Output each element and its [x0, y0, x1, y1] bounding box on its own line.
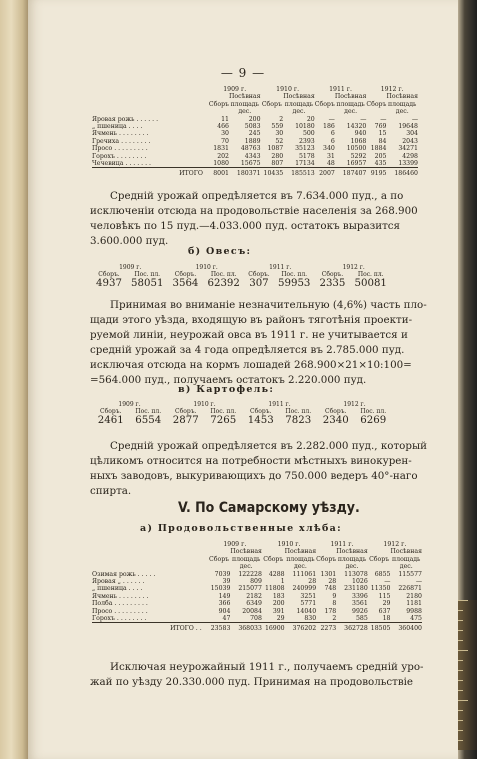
- cell-value: 2: [279, 115, 284, 123]
- potato-table: [92, 401, 392, 426]
- section-heading-potato: в) Картофель:: [178, 384, 275, 395]
- column-header: Посѣвная площадь дес.: [386, 93, 418, 116]
- row-label: Озимая рожь . . . . .: [92, 570, 156, 578]
- year-header: 1911 г.: [268, 401, 291, 408]
- cell-value: 111061: [292, 570, 317, 578]
- cell-value: 231180: [344, 585, 368, 593]
- column-header: Пос. пл.: [285, 408, 312, 415]
- ruler-tick: [458, 690, 463, 691]
- cell-value: 30: [275, 130, 284, 138]
- book-page: [28, 0, 458, 759]
- ruler-tick: [458, 630, 463, 631]
- row-label: „ пшеница . . . .: [92, 123, 143, 131]
- cell-value: 149: [218, 592, 231, 600]
- column-header: Сборъ: [261, 100, 282, 108]
- text-line: Принимая во вниманіе незначительную (4,6%) часть пло-: [110, 299, 427, 311]
- cell-value: 58051: [131, 278, 164, 289]
- cell-value: 809: [250, 578, 262, 586]
- column-header: Сборъ: [314, 100, 335, 108]
- cell-value: 500: [302, 130, 315, 138]
- table-row: [92, 130, 418, 137]
- text-line: руемой линіи, неурожай овса въ 1911 г. не учитывается и: [90, 329, 408, 341]
- cell-value: 31: [326, 152, 335, 160]
- total-value: 368033: [230, 623, 262, 633]
- year-header: 1912 г.: [380, 86, 404, 93]
- row-label: Горохъ . . . . . . . .: [92, 152, 147, 160]
- text-line: Исключая неурожайный 1911 г., получаемъ средній уро-: [110, 661, 424, 673]
- row-label: Ячмень . . . . . . . .: [92, 592, 149, 600]
- blank-cell: [92, 541, 208, 548]
- total-label: ИТОГО . .: [92, 623, 208, 633]
- column-header: Сборъ.: [174, 271, 197, 278]
- cell-value: 6349: [246, 600, 262, 608]
- text-line: 3.600.000 пуд.: [90, 235, 169, 247]
- cell-value: 2: [332, 615, 337, 623]
- cell-value: 2393: [299, 137, 315, 145]
- table-row: [92, 578, 422, 585]
- cell-value: 5771: [300, 600, 317, 608]
- year-header: 1909 г.: [223, 541, 247, 548]
- cell-value: 3251: [300, 592, 317, 600]
- total-value: 362728: [336, 623, 368, 633]
- row-label: Просо . . . . . . . . .: [92, 607, 148, 615]
- blank-cell: [92, 548, 208, 570]
- column-header: Пос. пл.: [135, 408, 162, 415]
- cell-value: 11350: [370, 585, 391, 593]
- table-row: [92, 160, 418, 168]
- text-line: спирта.: [90, 485, 132, 497]
- cell-value: 340: [323, 145, 335, 153]
- table-row: [92, 585, 422, 592]
- cell-value: 20: [306, 115, 315, 123]
- cell-value: 20084: [242, 607, 262, 615]
- cell-value: 14040: [296, 607, 317, 615]
- grain-table-1: [92, 86, 418, 178]
- text-line: средній урожай за 4 года опредѣляется въ 2.785.000 пуд.: [90, 344, 405, 356]
- column-header: Сборъ: [366, 100, 387, 108]
- year-header: 1909 г.: [223, 86, 247, 93]
- cell-value: 48: [326, 160, 335, 168]
- paragraph-2: [90, 298, 427, 388]
- row-label: Просо . . . . . . . . .: [92, 145, 148, 153]
- column-header: Сборъ.: [248, 271, 270, 278]
- cell-value: 830: [304, 615, 317, 623]
- cell-value: 9926: [352, 607, 368, 615]
- cell-value: 1087: [267, 145, 284, 153]
- cell-value: 435: [374, 160, 387, 168]
- year-header: 1909 г.: [118, 401, 141, 408]
- cell-value: 30: [221, 130, 229, 138]
- blank-cell: [92, 93, 209, 115]
- cell-value: 6: [330, 130, 335, 138]
- cell-value: 47: [222, 615, 231, 623]
- row-label: Гречиха . . . . . . . .: [92, 137, 151, 145]
- cell-value: 28: [308, 578, 317, 586]
- cell-value: 637: [378, 607, 391, 615]
- cell-value: 748: [324, 585, 337, 593]
- cell-value: 115577: [398, 570, 422, 578]
- ruler-tick: [458, 600, 468, 601]
- cell-value: 183: [272, 592, 285, 600]
- section-heading-oats: б) Овесъ:: [188, 246, 252, 257]
- cell-value: 1181: [406, 600, 422, 608]
- cell-value: 2461: [97, 415, 124, 426]
- text-line: ныхъ заводовъ, выкуривающихъ до 750.000 ведеръ 40°-наго: [90, 470, 418, 482]
- table-row: [92, 138, 418, 145]
- total-label: ИТОГО: [92, 168, 209, 178]
- ruler-tick: [458, 620, 463, 621]
- cell-value: 1026: [352, 578, 368, 586]
- cell-value: 585: [355, 615, 368, 623]
- cell-value: 4343: [244, 152, 261, 160]
- column-header: Посѣвная площадь дес.: [284, 548, 317, 571]
- paragraph-3: [90, 439, 428, 499]
- text-line: жай по уѣзду 20.330.000 пуд. Принимая на продовольствіе: [90, 676, 414, 688]
- cell-value: 34271: [398, 145, 418, 153]
- column-header: Сборъ.: [100, 408, 122, 415]
- cell-value: 6554: [135, 415, 162, 426]
- cell-value: 366: [218, 600, 231, 608]
- column-header: Пос. пл.: [360, 408, 387, 415]
- cell-value: 200: [272, 600, 285, 608]
- row-label: Яровая рожь . . . . . .: [92, 115, 159, 123]
- cell-value: 2340: [322, 415, 349, 426]
- year-header: 1912 г.: [383, 541, 407, 548]
- column-header: Посѣвная площадь дес.: [336, 548, 368, 571]
- cell-value: 940: [354, 130, 367, 138]
- paragraph-1: [90, 189, 420, 249]
- cell-value: —: [360, 115, 367, 123]
- cell-value: 708: [250, 615, 262, 623]
- cell-value: 19648: [398, 123, 418, 131]
- cell-value: 1884: [370, 145, 387, 153]
- cell-value: 2877: [172, 415, 199, 426]
- cell-value: 84: [378, 137, 387, 145]
- cell-value: 215077: [238, 585, 262, 593]
- cell-value: 39: [222, 578, 231, 586]
- text-line: исключеніи отсюда на продовольствіе населенія за 268.900: [90, 205, 418, 217]
- text-line: Средній урожай опредѣляется въ 2.282.000 пуд., который: [110, 440, 428, 452]
- row-label: Ячмень . . . . . . . .: [92, 130, 149, 138]
- ruler-tick: [458, 610, 463, 611]
- total-row: [92, 623, 422, 633]
- total-value: 187407: [335, 168, 367, 178]
- cell-value: 115: [378, 592, 391, 600]
- column-header: Посѣвная площадь дес.: [230, 548, 262, 571]
- cell-value: 48763: [240, 145, 261, 153]
- total-value: 16900: [262, 623, 285, 633]
- page-number: — 9 —: [220, 66, 266, 80]
- cell-value: 1831: [213, 145, 229, 153]
- cell-value: 178: [324, 607, 337, 615]
- row-label: Яровая „ . . . . . .: [92, 578, 145, 586]
- text-line: щади этого уѣзда, входящую въ районъ тяготѣнія проекти-: [90, 314, 413, 326]
- cell-value: 205: [374, 152, 387, 160]
- row-label: Чечевица . . . . . . .: [92, 160, 152, 168]
- year-header: 1912 г.: [342, 264, 365, 271]
- year-header: 1909 г.: [119, 264, 142, 271]
- cell-value: 1889: [244, 137, 261, 145]
- column-header: Посѣвная площадь дес.: [334, 93, 367, 116]
- cell-value: 11: [221, 115, 229, 123]
- cell-value: 52: [275, 137, 284, 145]
- cell-value: 6: [330, 137, 335, 145]
- cell-value: 769: [374, 123, 387, 131]
- column-header: Сборъ: [263, 555, 284, 563]
- text-line: человѣкъ по 15 пуд.—4.033.000 пуд. остатокъ выразится: [90, 220, 401, 232]
- cell-value: 2182: [246, 592, 262, 600]
- year-header: 1911 г.: [329, 86, 353, 93]
- cell-value: 245: [248, 130, 261, 138]
- cell-value: 1080: [213, 160, 229, 168]
- cell-value: 904: [218, 607, 231, 615]
- cell-value: 202: [217, 152, 229, 160]
- column-header: Посѣвная площадь дес.: [283, 93, 315, 116]
- cell-value: 16957: [346, 160, 367, 168]
- column-header: Сборъ.: [250, 408, 272, 415]
- column-header: Пос. пл.: [210, 271, 237, 278]
- total-value: 2273: [316, 623, 336, 633]
- grain-table-2: [92, 541, 422, 633]
- table-row: [92, 145, 418, 152]
- column-header: Посѣвная площадь дес.: [229, 93, 261, 116]
- column-header: Сборъ.: [325, 408, 347, 415]
- cell-value: —: [380, 115, 387, 123]
- cell-value: 15675: [240, 160, 261, 168]
- cell-value: 15: [378, 130, 387, 138]
- row-label: Полба . . . . . . . . .: [92, 600, 148, 608]
- table-row: [92, 571, 422, 578]
- row-label: „ пшеница . . . .: [92, 585, 143, 593]
- cell-value: 307: [249, 278, 269, 289]
- ruler-tick: [458, 680, 463, 681]
- ruler-tick: [458, 700, 468, 701]
- ruler-tick: [458, 730, 463, 731]
- cell-value: 3396: [352, 592, 368, 600]
- cell-value: 29: [382, 600, 391, 608]
- cell-value: 6855: [374, 570, 391, 578]
- table-row: [92, 153, 418, 160]
- total-value: 185513: [283, 168, 315, 178]
- cell-value: —: [384, 578, 391, 586]
- cell-value: 3564: [172, 278, 199, 289]
- table-row: [92, 600, 422, 607]
- total-value: 10435: [261, 168, 284, 178]
- cell-value: 466: [217, 123, 229, 131]
- column-header: Сборъ: [209, 555, 230, 563]
- cell-value: 14320: [346, 123, 367, 131]
- oats-table: [92, 264, 392, 289]
- cell-value: 200: [248, 115, 261, 123]
- column-header: Сборъ.: [98, 271, 120, 278]
- cell-value: 9: [332, 592, 337, 600]
- cell-value: 6269: [360, 415, 387, 426]
- total-row: [92, 168, 418, 178]
- chapter-title: V. По Самарскому уѣзду.: [178, 500, 360, 516]
- cell-value: 4288: [268, 570, 285, 578]
- text-line: цѣликомъ относится на потребности мѣстныхъ винокурен-: [90, 455, 412, 467]
- cell-value: 2180: [406, 592, 422, 600]
- cell-value: 2335: [319, 278, 346, 289]
- year-header: 1911 г.: [269, 264, 292, 271]
- column-header: Пос. пл.: [357, 271, 384, 278]
- cell-value: 559: [271, 123, 284, 131]
- cell-value: 4937: [96, 278, 122, 289]
- ruler-tick: [458, 710, 463, 711]
- table-row: [92, 123, 418, 130]
- total-value: 18505: [368, 623, 391, 633]
- cell-value: 18: [382, 615, 391, 623]
- text-line: =564.000 пуд., получаемъ остатокъ 2.220.000 пуд.: [90, 374, 367, 386]
- cell-value: 1301: [320, 570, 337, 578]
- cell-value: 5083: [244, 123, 261, 131]
- column-header: Сборъ: [316, 555, 337, 563]
- cell-value: 280: [271, 152, 284, 160]
- column-header: Сборъ: [208, 100, 229, 108]
- ruler-tick: [458, 650, 468, 651]
- cell-value: 113078: [344, 570, 368, 578]
- year-header: 1911 г.: [330, 541, 354, 548]
- column-header: Сборъ.: [321, 271, 344, 278]
- blank-cell: [92, 86, 209, 93]
- cell-value: 9988: [406, 607, 422, 615]
- cell-value: 240999: [292, 585, 317, 593]
- cell-value: 1068: [350, 137, 367, 145]
- cell-value: 59953: [278, 278, 311, 289]
- column-header: Пос. пл.: [134, 271, 161, 278]
- row-label: Горохъ . . . . . . . .: [92, 615, 147, 623]
- cell-value: 7039: [214, 570, 231, 578]
- ruler-tick: [458, 670, 463, 671]
- total-value: 376202: [285, 623, 317, 633]
- cell-value: —: [328, 115, 335, 123]
- cell-value: 7823: [285, 415, 312, 426]
- cell-value: 122228: [238, 570, 262, 578]
- cell-value: 35123: [295, 145, 315, 153]
- cell-value: 3561: [352, 600, 368, 608]
- total-value: 186460: [386, 168, 418, 178]
- table-row: [92, 593, 422, 600]
- year-header: 1910 г.: [193, 401, 216, 408]
- total-value: 9195: [366, 168, 386, 178]
- table-row: [92, 608, 422, 615]
- total-value: 360400: [390, 623, 422, 633]
- cell-value: 807: [271, 160, 284, 168]
- cell-value: 17134: [295, 160, 315, 168]
- text-line: исключая отсюда на кормъ лошадей 268.900×21×10:100=: [90, 359, 412, 371]
- cell-value: 10500: [346, 145, 367, 153]
- ruler-tick: [458, 640, 463, 641]
- cell-value: 8: [332, 600, 337, 608]
- column-header: Посѣвная площадь дес.: [390, 548, 422, 571]
- cell-value: 13399: [398, 160, 418, 168]
- column-header: Сборъ.: [175, 408, 197, 415]
- total-value: 180371: [229, 168, 261, 178]
- year-header: 1912 г.: [343, 401, 366, 408]
- cell-value: 1453: [247, 415, 274, 426]
- year-header: 1910 г.: [276, 86, 300, 93]
- cell-value: 70: [221, 137, 229, 145]
- cell-value: 7265: [210, 415, 237, 426]
- cell-value: 11808: [264, 585, 285, 593]
- cell-value: 391: [272, 607, 285, 615]
- paragraph-4: [90, 660, 424, 690]
- cell-value: 50081: [354, 278, 387, 289]
- cell-value: 15039: [210, 585, 231, 593]
- cell-value: 475: [410, 615, 422, 623]
- table-row: [92, 116, 418, 123]
- cell-value: 4298: [402, 152, 418, 160]
- cell-value: 1: [280, 578, 285, 586]
- cell-value: 5292: [350, 152, 367, 160]
- ruler-tick: [458, 740, 463, 741]
- total-value: 8001: [209, 168, 229, 178]
- total-value: 2007: [315, 168, 335, 178]
- cell-value: 62392: [207, 278, 240, 289]
- column-header: Пос. пл.: [210, 408, 237, 415]
- year-header: 1910 г.: [195, 264, 218, 271]
- year-header: 1910 г.: [277, 541, 301, 548]
- cell-value: 29: [276, 615, 285, 623]
- measuring-ruler: [458, 600, 477, 750]
- column-header: Пос. пл.: [281, 271, 308, 278]
- cell-value: 2043: [402, 137, 418, 145]
- total-value: 23583: [208, 623, 231, 633]
- section-heading-grain: а) Продовольственные хлѣба:: [140, 523, 342, 534]
- cell-value: 28: [328, 578, 337, 586]
- cell-value: —: [411, 115, 418, 123]
- cell-value: 10180: [295, 123, 315, 131]
- ruler-tick: [458, 660, 463, 661]
- cell-value: —: [415, 578, 422, 586]
- text-line: Средній урожай опредѣляется въ 7.634.000 пуд., а по: [110, 190, 404, 202]
- ruler-tick: [458, 720, 463, 721]
- cell-value: 226871: [398, 585, 422, 593]
- column-header: Сборъ: [369, 555, 390, 563]
- book-spine: [0, 0, 28, 759]
- cell-value: 5178: [299, 152, 315, 160]
- cell-value: 186: [323, 123, 335, 131]
- cell-value: 304: [406, 130, 418, 138]
- table-row: [92, 615, 422, 623]
